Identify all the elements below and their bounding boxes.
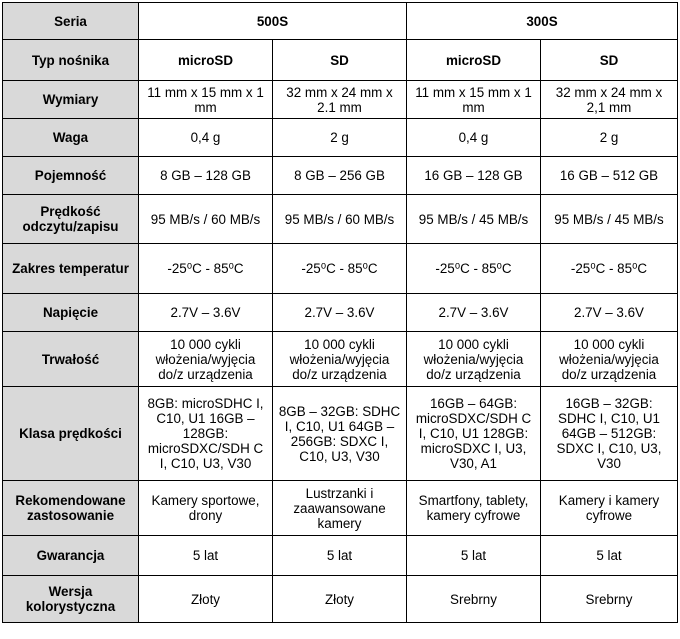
table-cell: 16GB – 32GB: SDHC I, C10, U1 64GB – 512GB: SDXC I, C10, U3, V30: [541, 387, 678, 481]
table-cell: microSD: [407, 40, 541, 81]
table-cell: 16GB – 64GB: microSDXC/SDH C I, C10, U1 128GB: microSDXC I, U3, V30, A1: [407, 387, 541, 481]
row-rekomendowane: [3, 481, 678, 536]
row-label: Rekomendowane zastosowanie: [3, 481, 139, 536]
table-cell: 95 MB/s / 60 MB/s: [273, 195, 407, 244]
row-wersja-kolorystyczna: [3, 576, 678, 623]
row-label: Gwarancja: [3, 536, 139, 576]
series-500s-header: 500S: [139, 3, 407, 40]
table-cell: 11 mm x 15 mm x 1 mm: [407, 81, 541, 119]
table-cell: -25⁰C - 85⁰C: [541, 244, 678, 294]
table-cell: 0,4 g: [407, 119, 541, 157]
table-cell: 32 mm x 24 mm x 2,1 mm: [541, 81, 678, 119]
table-cell: 5 lat: [407, 536, 541, 576]
header-label-seria: Seria: [3, 3, 139, 40]
row-label: Prędkość odczytu/zapisu: [3, 195, 139, 244]
row-predkosc: [3, 195, 678, 244]
table-cell: 8GB – 32GB: SDHC I, C10, U1 64GB – 256GB: SDXC I, C10, U3, V30: [273, 387, 407, 481]
table-cell: 16 GB – 128 GB: [407, 157, 541, 195]
table-cell: 11 mm x 15 mm x 1 mm: [139, 81, 273, 119]
table-cell: Srebrny: [541, 576, 678, 623]
row-label: Zakres temperatur: [3, 244, 139, 294]
table-cell: 0,4 g: [139, 119, 273, 157]
table-cell: 2 g: [273, 119, 407, 157]
table-cell: 16 GB – 512 GB: [541, 157, 678, 195]
row-typ-nosnika: [3, 40, 678, 81]
row-waga: [3, 119, 678, 157]
table-cell: Smartfony, tablety, kamery cyfrowe: [407, 481, 541, 536]
row-label: Wymiary: [3, 81, 139, 119]
table-cell: -25⁰C - 85⁰C: [273, 244, 407, 294]
row-label: Pojemność: [3, 157, 139, 195]
row-gwarancja: [3, 536, 678, 576]
row-label: Typ nośnika: [3, 40, 139, 81]
table-cell: Złoty: [139, 576, 273, 623]
table-cell: 95 MB/s / 45 MB/s: [407, 195, 541, 244]
row-trwalosc: [3, 332, 678, 387]
row-label: Waga: [3, 119, 139, 157]
table-cell: 10 000 cykli włożenia/wyjęcia do/z urządzenia: [139, 332, 273, 387]
table-cell: 2 g: [541, 119, 678, 157]
table-cell: 10 000 cykli włożenia/wyjęcia do/z urządzenia: [407, 332, 541, 387]
table-cell: 5 lat: [273, 536, 407, 576]
table-cell: 95 MB/s / 60 MB/s: [139, 195, 273, 244]
row-label: Klasa prędkości: [3, 387, 139, 481]
table-cell: 2.7V – 3.6V: [273, 294, 407, 332]
table-cell: 32 mm x 24 mm x 2.1 mm: [273, 81, 407, 119]
table-cell: SD: [541, 40, 678, 81]
table-cell: 2.7V – 3.6V: [407, 294, 541, 332]
table-cell: Kamery sportowe, drony: [139, 481, 273, 536]
table-cell: SD: [273, 40, 407, 81]
table-cell: 95 MB/s / 45 MB/s: [541, 195, 678, 244]
table-cell: -25⁰C - 85⁰C: [139, 244, 273, 294]
row-klasa-predkosci: [3, 387, 678, 481]
row-pojemnosc: [3, 157, 678, 195]
table-cell: 2.7V – 3.6V: [139, 294, 273, 332]
table-cell: 8 GB – 128 GB: [139, 157, 273, 195]
table-cell: Złoty: [273, 576, 407, 623]
table-cell: 10 000 cykli włożenia/wyjęcia do/z urządzenia: [541, 332, 678, 387]
row-napiecie: [3, 294, 678, 332]
table-cell: Kamery i kamery cyfrowe: [541, 481, 678, 536]
table-cell: Lustrzanki i zaawansowane kamery: [273, 481, 407, 536]
table-cell: 8 GB – 256 GB: [273, 157, 407, 195]
header-row: [3, 3, 678, 40]
table-cell: 10 000 cykli włożenia/wyjęcia do/z urządzenia: [273, 332, 407, 387]
table-cell: Srebrny: [407, 576, 541, 623]
table-cell: microSD: [139, 40, 273, 81]
row-label: Napięcie: [3, 294, 139, 332]
spec-table-container: [2, 2, 678, 623]
table-cell: -25⁰C - 85⁰C: [407, 244, 541, 294]
table-cell: 5 lat: [541, 536, 678, 576]
row-zakres-temperatur: [3, 244, 678, 294]
table-cell: 5 lat: [139, 536, 273, 576]
row-wymiary: [3, 81, 678, 119]
series-300s-header: 300S: [407, 3, 678, 40]
table-cell: 2.7V – 3.6V: [541, 294, 678, 332]
row-label: Wersja kolorystyczna: [3, 576, 139, 623]
row-label: Trwałość: [3, 332, 139, 387]
table-cell: 8GB: microSDHC I, C10, U1 16GB – 128GB: microSDXC/SDH C I, C10, U3, V30: [139, 387, 273, 481]
spec-comparison-table: [2, 2, 678, 623]
